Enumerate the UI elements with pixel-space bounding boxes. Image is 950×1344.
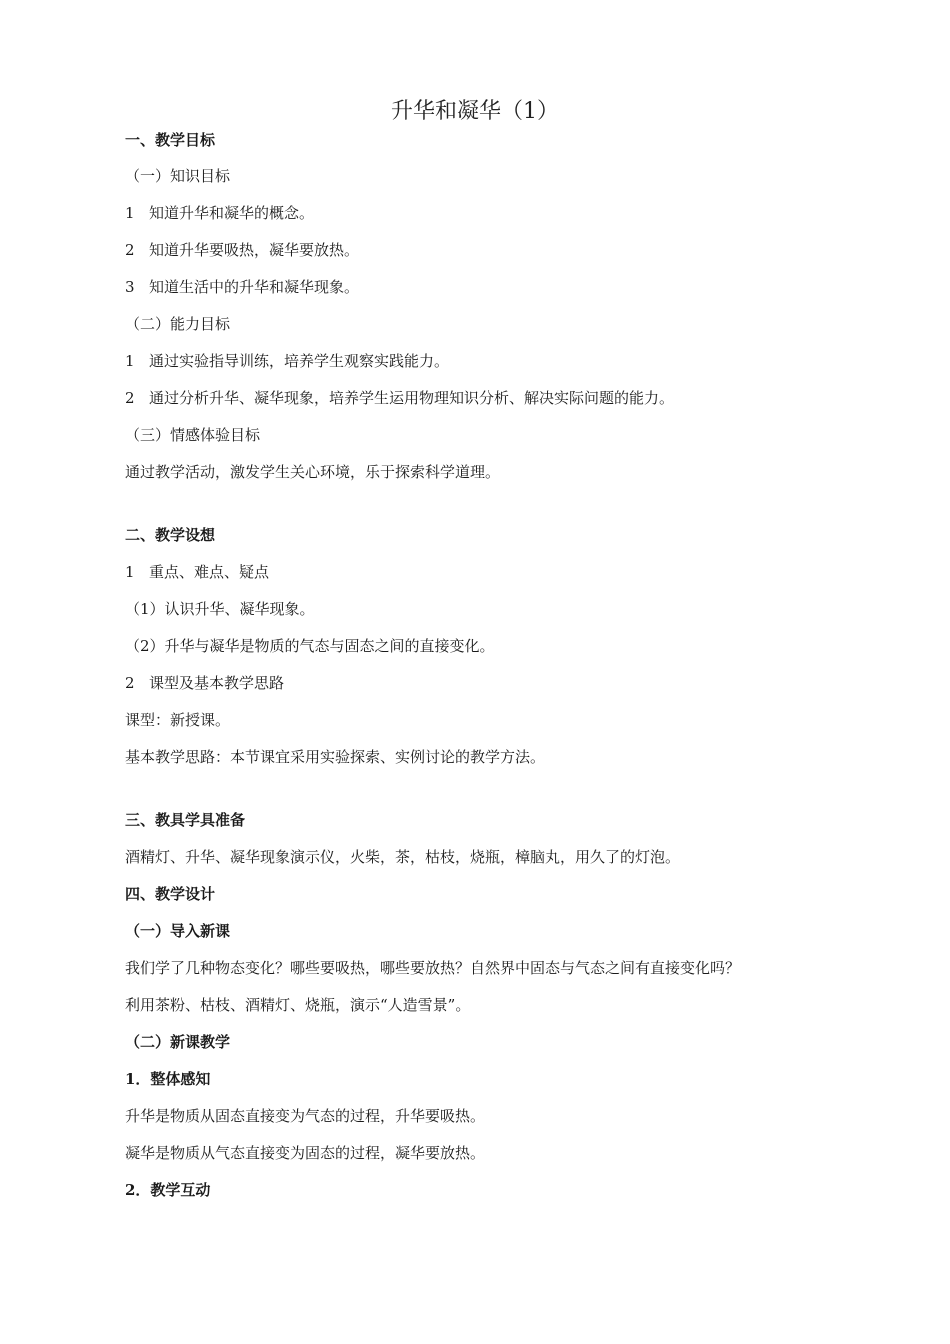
section-heading-goals: 一、教学目标 <box>125 131 216 149</box>
list-text: 重点、难点、疑点 <box>149 563 270 581</box>
key-point-2: （2）升华与凝华是物质的气态与固态之间的直接变化。 <box>125 637 495 655</box>
list-number: 1 <box>125 204 135 222</box>
list-number: 1 <box>125 563 135 581</box>
list-number: 2 <box>125 674 135 692</box>
list-text: 课型及基本教学思路 <box>149 674 285 692</box>
key-points-item <box>125 562 269 582</box>
list-text: 知道生活中的升华和凝华现象。 <box>149 278 360 296</box>
perception-text-1: 升华是物质从固态直接变为气态的过程，升华要吸热。 <box>125 1107 486 1125</box>
subheading-interaction: 2．教学互动 <box>125 1181 211 1199</box>
knowledge-goal-1 <box>125 203 314 223</box>
materials-list: 酒精灯、升华、凝华现象演示仪，火柴，茶，枯枝，烧瓶，樟脑丸，用久了的灯泡。 <box>125 848 681 866</box>
emotion-goal-text: 通过教学活动，激发学生关心环境，乐于探索科学道理。 <box>125 463 501 481</box>
list-text: 通过分析升华、凝华现象，培养学生运用物理知识分析、解决实际问题的能力。 <box>149 389 675 407</box>
knowledge-goal-2 <box>125 240 359 260</box>
list-number: 2 <box>125 241 135 259</box>
perception-text-2: 凝华是物质从气态直接变为固态的过程，凝华要放热。 <box>125 1144 486 1162</box>
ability-goal-2 <box>125 388 674 408</box>
key-point-1: （1）认识升华、凝华现象。 <box>125 600 315 618</box>
subheading-overall-perception: 1．整体感知 <box>125 1070 211 1088</box>
list-number: 3 <box>125 278 135 296</box>
section-heading-materials: 三、教具学具准备 <box>125 811 246 829</box>
lesson-type-item <box>125 673 284 693</box>
ability-goal-1 <box>125 351 449 371</box>
subheading-emotion-goals: （三）情感体验目标 <box>125 426 261 444</box>
intro-text-1: 我们学了几种物态变化？哪些要吸热，哪些要放热？自然界中固态与气态之间有直接变化吗？ <box>125 959 741 977</box>
lesson-type-text: 课型：新授课。 <box>125 711 231 729</box>
teaching-approach-text: 基本教学思路：本节课宜采用实验探索、实例讨论的教学方法。 <box>125 748 546 766</box>
intro-text-2: 利用茶粉、枯枝、酒精灯、烧瓶，演示“人造雪景”。 <box>125 996 471 1014</box>
section-heading-design-ideas: 二、教学设想 <box>125 526 216 544</box>
subheading-knowledge-goals: （一）知识目标 <box>125 167 231 185</box>
list-text: 知道升华要吸热，凝华要放热。 <box>149 241 360 259</box>
section-heading-teaching-design: 四、教学设计 <box>125 885 216 903</box>
list-text: 通过实验指导训练，培养学生观察实践能力。 <box>149 352 450 370</box>
list-number: 2 <box>125 389 135 407</box>
subheading-ability-goals: （二）能力目标 <box>125 315 231 333</box>
knowledge-goal-3 <box>125 277 359 297</box>
subheading-intro: （一）导入新课 <box>125 922 231 940</box>
list-number: 1 <box>125 352 135 370</box>
subheading-new-lesson: （二）新课教学 <box>125 1033 231 1051</box>
document-title: 升华和凝华（1） <box>391 99 559 124</box>
list-text: 知道升华和凝华的概念。 <box>149 204 315 222</box>
